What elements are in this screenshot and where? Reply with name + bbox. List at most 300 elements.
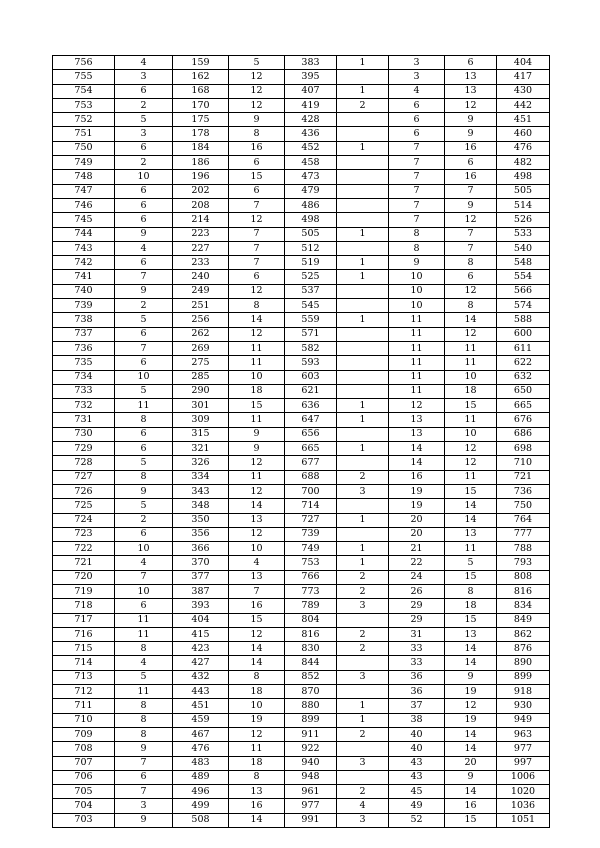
count-a-cell: 9 xyxy=(115,227,173,241)
cumulative-a-cell: 186 xyxy=(173,156,229,170)
count-total-cell: 6 xyxy=(445,270,497,284)
cumulative-a-cell: 427 xyxy=(173,656,229,670)
count-total-cell: 12 xyxy=(445,213,497,227)
cumulative-b-cell: 977 xyxy=(285,799,337,813)
count-c-cell xyxy=(337,770,389,784)
table-row xyxy=(53,113,550,127)
table-row xyxy=(53,156,550,170)
cumulative-total-cell: 498 xyxy=(497,170,550,184)
cumulative-total-cell: 588 xyxy=(497,313,550,327)
count-c-cell: 2 xyxy=(337,98,389,112)
cumulative-c-cell: 7 xyxy=(389,141,445,155)
cumulative-c-cell: 7 xyxy=(389,184,445,198)
score-cell: 724 xyxy=(53,513,115,527)
count-c-cell: 1 xyxy=(337,413,389,427)
count-total-cell: 14 xyxy=(445,499,497,513)
table-row xyxy=(53,313,550,327)
cumulative-total-cell: 442 xyxy=(497,98,550,112)
count-total-cell: 16 xyxy=(445,799,497,813)
cumulative-c-cell: 10 xyxy=(389,299,445,313)
count-c-cell xyxy=(337,685,389,699)
count-b-cell: 12 xyxy=(229,484,285,498)
count-a-cell: 11 xyxy=(115,399,173,413)
cumulative-a-cell: 315 xyxy=(173,427,229,441)
table-row xyxy=(53,470,550,484)
count-c-cell xyxy=(337,170,389,184)
score-cell: 730 xyxy=(53,427,115,441)
table-row xyxy=(53,341,550,355)
count-c-cell xyxy=(337,213,389,227)
cumulative-total-cell: 963 xyxy=(497,727,550,741)
table-row xyxy=(53,742,550,756)
count-total-cell: 6 xyxy=(445,156,497,170)
cumulative-b-cell: 559 xyxy=(285,313,337,327)
table-row xyxy=(53,141,550,155)
cumulative-b-cell: 383 xyxy=(285,56,337,70)
table-row xyxy=(53,527,550,541)
cumulative-b-cell: 458 xyxy=(285,156,337,170)
count-total-cell: 12 xyxy=(445,98,497,112)
cumulative-c-cell: 31 xyxy=(389,627,445,641)
cumulative-total-cell: 1051 xyxy=(497,813,550,827)
cumulative-c-cell: 11 xyxy=(389,356,445,370)
count-b-cell: 19 xyxy=(229,713,285,727)
count-c-cell: 1 xyxy=(337,542,389,556)
count-total-cell: 12 xyxy=(445,456,497,470)
count-b-cell: 6 xyxy=(229,184,285,198)
cumulative-a-cell: 202 xyxy=(173,184,229,198)
count-a-cell: 8 xyxy=(115,713,173,727)
count-total-cell: 7 xyxy=(445,184,497,198)
cumulative-a-cell: 443 xyxy=(173,685,229,699)
cumulative-c-cell: 7 xyxy=(389,170,445,184)
cumulative-b-cell: 603 xyxy=(285,370,337,384)
table-row xyxy=(53,785,550,799)
cumulative-a-cell: 356 xyxy=(173,527,229,541)
cumulative-b-cell: 621 xyxy=(285,384,337,398)
cumulative-total-cell: 554 xyxy=(497,270,550,284)
count-b-cell: 12 xyxy=(229,527,285,541)
score-cell: 741 xyxy=(53,270,115,284)
count-total-cell: 8 xyxy=(445,299,497,313)
score-table-body xyxy=(53,56,550,828)
cumulative-a-cell: 301 xyxy=(173,399,229,413)
table-row xyxy=(53,256,550,270)
score-cell: 712 xyxy=(53,685,115,699)
cumulative-total-cell: 997 xyxy=(497,756,550,770)
count-b-cell: 13 xyxy=(229,513,285,527)
count-a-cell: 3 xyxy=(115,799,173,813)
table-row xyxy=(53,198,550,212)
cumulative-a-cell: 467 xyxy=(173,727,229,741)
cumulative-a-cell: 249 xyxy=(173,284,229,298)
count-total-cell: 18 xyxy=(445,599,497,613)
cumulative-b-cell: 714 xyxy=(285,499,337,513)
table-row xyxy=(53,599,550,613)
cumulative-b-cell: 773 xyxy=(285,584,337,598)
count-b-cell: 12 xyxy=(229,284,285,298)
cumulative-a-cell: 170 xyxy=(173,98,229,112)
score-cell: 746 xyxy=(53,198,115,212)
count-b-cell: 12 xyxy=(229,627,285,641)
count-a-cell: 6 xyxy=(115,256,173,270)
cumulative-total-cell: 665 xyxy=(497,399,550,413)
count-a-cell: 6 xyxy=(115,770,173,784)
cumulative-a-cell: 196 xyxy=(173,170,229,184)
cumulative-total-cell: 949 xyxy=(497,713,550,727)
cumulative-a-cell: 489 xyxy=(173,770,229,784)
count-a-cell: 6 xyxy=(115,599,173,613)
count-a-cell: 6 xyxy=(115,141,173,155)
count-a-cell: 9 xyxy=(115,813,173,827)
count-b-cell: 8 xyxy=(229,127,285,141)
score-cell: 754 xyxy=(53,84,115,98)
cumulative-b-cell: 486 xyxy=(285,198,337,212)
table-row xyxy=(53,456,550,470)
cumulative-total-cell: 540 xyxy=(497,241,550,255)
count-c-cell: 1 xyxy=(337,256,389,270)
cumulative-c-cell: 8 xyxy=(389,227,445,241)
score-cell: 723 xyxy=(53,527,115,541)
count-a-cell: 5 xyxy=(115,113,173,127)
cumulative-c-cell: 16 xyxy=(389,470,445,484)
count-c-cell xyxy=(337,427,389,441)
count-c-cell: 1 xyxy=(337,84,389,98)
count-total-cell: 13 xyxy=(445,627,497,641)
count-a-cell: 4 xyxy=(115,56,173,70)
count-total-cell: 5 xyxy=(445,556,497,570)
count-total-cell: 12 xyxy=(445,442,497,456)
score-cell: 750 xyxy=(53,141,115,155)
score-cell: 728 xyxy=(53,456,115,470)
count-b-cell: 6 xyxy=(229,270,285,284)
cumulative-total-cell: 834 xyxy=(497,599,550,613)
count-a-cell: 2 xyxy=(115,513,173,527)
count-a-cell: 6 xyxy=(115,442,173,456)
cumulative-a-cell: 233 xyxy=(173,256,229,270)
cumulative-c-cell: 21 xyxy=(389,542,445,556)
cumulative-total-cell: 1006 xyxy=(497,770,550,784)
score-cell: 747 xyxy=(53,184,115,198)
cumulative-c-cell: 14 xyxy=(389,442,445,456)
cumulative-a-cell: 256 xyxy=(173,313,229,327)
count-c-cell: 1 xyxy=(337,442,389,456)
count-total-cell: 14 xyxy=(445,513,497,527)
count-total-cell: 14 xyxy=(445,727,497,741)
cumulative-b-cell: 407 xyxy=(285,84,337,98)
count-total-cell: 15 xyxy=(445,613,497,627)
score-cell: 704 xyxy=(53,799,115,813)
count-c-cell xyxy=(337,656,389,670)
cumulative-b-cell: 844 xyxy=(285,656,337,670)
cumulative-b-cell: 525 xyxy=(285,270,337,284)
count-b-cell: 14 xyxy=(229,656,285,670)
count-a-cell: 6 xyxy=(115,327,173,341)
cumulative-total-cell: 736 xyxy=(497,484,550,498)
count-a-cell: 7 xyxy=(115,785,173,799)
cumulative-total-cell: 1036 xyxy=(497,799,550,813)
count-b-cell: 18 xyxy=(229,384,285,398)
cumulative-c-cell: 19 xyxy=(389,484,445,498)
count-b-cell: 7 xyxy=(229,584,285,598)
count-a-cell: 7 xyxy=(115,756,173,770)
cumulative-a-cell: 334 xyxy=(173,470,229,484)
cumulative-b-cell: 688 xyxy=(285,470,337,484)
cumulative-b-cell: 656 xyxy=(285,427,337,441)
score-cell: 716 xyxy=(53,627,115,641)
cumulative-b-cell: 991 xyxy=(285,813,337,827)
cumulative-a-cell: 508 xyxy=(173,813,229,827)
count-a-cell: 8 xyxy=(115,413,173,427)
cumulative-c-cell: 4 xyxy=(389,84,445,98)
cumulative-c-cell: 6 xyxy=(389,98,445,112)
count-c-cell xyxy=(337,356,389,370)
count-a-cell: 8 xyxy=(115,727,173,741)
count-b-cell: 7 xyxy=(229,241,285,255)
count-c-cell xyxy=(337,299,389,313)
count-a-cell: 11 xyxy=(115,613,173,627)
count-b-cell: 14 xyxy=(229,813,285,827)
cumulative-a-cell: 387 xyxy=(173,584,229,598)
count-a-cell: 10 xyxy=(115,542,173,556)
count-total-cell: 7 xyxy=(445,227,497,241)
count-c-cell: 1 xyxy=(337,270,389,284)
cumulative-c-cell: 10 xyxy=(389,284,445,298)
score-cell: 731 xyxy=(53,413,115,427)
cumulative-c-cell: 3 xyxy=(389,56,445,70)
count-b-cell: 9 xyxy=(229,113,285,127)
cumulative-total-cell: 862 xyxy=(497,627,550,641)
cumulative-c-cell: 11 xyxy=(389,384,445,398)
count-total-cell: 12 xyxy=(445,327,497,341)
cumulative-c-cell: 10 xyxy=(389,270,445,284)
count-c-cell xyxy=(337,527,389,541)
count-total-cell: 12 xyxy=(445,284,497,298)
count-b-cell: 12 xyxy=(229,84,285,98)
count-b-cell: 16 xyxy=(229,141,285,155)
table-row xyxy=(53,284,550,298)
count-total-cell: 16 xyxy=(445,170,497,184)
score-cell: 740 xyxy=(53,284,115,298)
cumulative-total-cell: 404 xyxy=(497,56,550,70)
score-cell: 752 xyxy=(53,113,115,127)
count-c-cell: 2 xyxy=(337,584,389,598)
cumulative-total-cell: 460 xyxy=(497,127,550,141)
cumulative-c-cell: 6 xyxy=(389,113,445,127)
score-cell: 720 xyxy=(53,570,115,584)
table-row xyxy=(53,370,550,384)
table-row xyxy=(53,356,550,370)
count-a-cell: 5 xyxy=(115,670,173,684)
cumulative-b-cell: 940 xyxy=(285,756,337,770)
cumulative-a-cell: 175 xyxy=(173,113,229,127)
count-b-cell: 13 xyxy=(229,785,285,799)
count-total-cell: 10 xyxy=(445,370,497,384)
cumulative-total-cell: 750 xyxy=(497,499,550,513)
score-cell: 739 xyxy=(53,299,115,313)
count-total-cell: 11 xyxy=(445,341,497,355)
count-b-cell: 7 xyxy=(229,256,285,270)
count-c-cell: 2 xyxy=(337,642,389,656)
count-c-cell: 1 xyxy=(337,313,389,327)
table-row xyxy=(53,241,550,255)
cumulative-a-cell: 393 xyxy=(173,599,229,613)
cumulative-total-cell: 930 xyxy=(497,699,550,713)
cumulative-b-cell: 804 xyxy=(285,613,337,627)
table-row xyxy=(53,327,550,341)
cumulative-a-cell: 184 xyxy=(173,141,229,155)
cumulative-total-cell: 566 xyxy=(497,284,550,298)
count-b-cell: 11 xyxy=(229,742,285,756)
table-row xyxy=(53,642,550,656)
table-row xyxy=(53,84,550,98)
cumulative-a-cell: 404 xyxy=(173,613,229,627)
count-a-cell: 6 xyxy=(115,184,173,198)
score-cell: 706 xyxy=(53,770,115,784)
count-a-cell: 4 xyxy=(115,656,173,670)
count-b-cell: 10 xyxy=(229,699,285,713)
count-c-cell: 1 xyxy=(337,713,389,727)
count-a-cell: 5 xyxy=(115,456,173,470)
cumulative-a-cell: 476 xyxy=(173,742,229,756)
table-row xyxy=(53,813,550,827)
cumulative-c-cell: 11 xyxy=(389,341,445,355)
table-row xyxy=(53,542,550,556)
count-c-cell: 3 xyxy=(337,670,389,684)
cumulative-a-cell: 432 xyxy=(173,670,229,684)
cumulative-a-cell: 366 xyxy=(173,542,229,556)
score-cell: 745 xyxy=(53,213,115,227)
table-row xyxy=(53,170,550,184)
cumulative-b-cell: 948 xyxy=(285,770,337,784)
cumulative-a-cell: 496 xyxy=(173,785,229,799)
table-row xyxy=(53,670,550,684)
cumulative-b-cell: 479 xyxy=(285,184,337,198)
count-total-cell: 11 xyxy=(445,356,497,370)
cumulative-b-cell: 473 xyxy=(285,170,337,184)
table-row xyxy=(53,570,550,584)
cumulative-b-cell: 537 xyxy=(285,284,337,298)
cumulative-total-cell: 686 xyxy=(497,427,550,441)
count-b-cell: 8 xyxy=(229,670,285,684)
cumulative-b-cell: 922 xyxy=(285,742,337,756)
count-c-cell xyxy=(337,284,389,298)
count-b-cell: 13 xyxy=(229,570,285,584)
count-c-cell xyxy=(337,156,389,170)
cumulative-a-cell: 343 xyxy=(173,484,229,498)
count-total-cell: 9 xyxy=(445,770,497,784)
cumulative-c-cell: 7 xyxy=(389,213,445,227)
count-c-cell xyxy=(337,198,389,212)
count-a-cell: 4 xyxy=(115,241,173,255)
cumulative-total-cell: 816 xyxy=(497,584,550,598)
count-b-cell: 14 xyxy=(229,499,285,513)
score-cell: 718 xyxy=(53,599,115,613)
cumulative-c-cell: 11 xyxy=(389,327,445,341)
score-cell: 749 xyxy=(53,156,115,170)
count-a-cell: 11 xyxy=(115,685,173,699)
score-cell: 711 xyxy=(53,699,115,713)
cumulative-c-cell: 8 xyxy=(389,241,445,255)
cumulative-c-cell: 29 xyxy=(389,613,445,627)
count-b-cell: 12 xyxy=(229,456,285,470)
count-b-cell: 5 xyxy=(229,56,285,70)
cumulative-a-cell: 240 xyxy=(173,270,229,284)
score-cell: 748 xyxy=(53,170,115,184)
cumulative-c-cell: 24 xyxy=(389,570,445,584)
count-c-cell xyxy=(337,499,389,513)
cumulative-b-cell: 582 xyxy=(285,341,337,355)
cumulative-b-cell: 647 xyxy=(285,413,337,427)
count-total-cell: 15 xyxy=(445,399,497,413)
count-total-cell: 13 xyxy=(445,70,497,84)
count-total-cell: 9 xyxy=(445,670,497,684)
score-cell: 713 xyxy=(53,670,115,684)
count-b-cell: 8 xyxy=(229,299,285,313)
count-c-cell xyxy=(337,70,389,84)
count-c-cell xyxy=(337,327,389,341)
table-row xyxy=(53,213,550,227)
count-c-cell: 1 xyxy=(337,399,389,413)
count-c-cell xyxy=(337,113,389,127)
count-b-cell: 7 xyxy=(229,198,285,212)
table-row xyxy=(53,56,550,70)
score-cell: 707 xyxy=(53,756,115,770)
table-row xyxy=(53,413,550,427)
count-total-cell: 15 xyxy=(445,813,497,827)
cumulative-total-cell: 918 xyxy=(497,685,550,699)
count-total-cell: 14 xyxy=(445,642,497,656)
cumulative-a-cell: 321 xyxy=(173,442,229,456)
score-cell: 736 xyxy=(53,341,115,355)
cumulative-c-cell: 40 xyxy=(389,727,445,741)
score-cell: 705 xyxy=(53,785,115,799)
cumulative-b-cell: 700 xyxy=(285,484,337,498)
cumulative-b-cell: 665 xyxy=(285,442,337,456)
cumulative-b-cell: 636 xyxy=(285,399,337,413)
cumulative-b-cell: 899 xyxy=(285,713,337,727)
cumulative-total-cell: 676 xyxy=(497,413,550,427)
score-cell: 710 xyxy=(53,713,115,727)
table-row xyxy=(53,299,550,313)
score-cell: 742 xyxy=(53,256,115,270)
table-row xyxy=(53,499,550,513)
cumulative-total-cell: 777 xyxy=(497,527,550,541)
cumulative-total-cell: 764 xyxy=(497,513,550,527)
cumulative-total-cell: 505 xyxy=(497,184,550,198)
count-b-cell: 12 xyxy=(229,327,285,341)
cumulative-b-cell: 753 xyxy=(285,556,337,570)
cumulative-a-cell: 162 xyxy=(173,70,229,84)
count-c-cell: 3 xyxy=(337,813,389,827)
count-a-cell: 6 xyxy=(115,84,173,98)
count-b-cell: 15 xyxy=(229,613,285,627)
count-a-cell: 10 xyxy=(115,584,173,598)
cumulative-a-cell: 269 xyxy=(173,341,229,355)
cumulative-a-cell: 309 xyxy=(173,413,229,427)
cumulative-c-cell: 20 xyxy=(389,513,445,527)
cumulative-total-cell: 698 xyxy=(497,442,550,456)
cumulative-b-cell: 545 xyxy=(285,299,337,313)
cumulative-a-cell: 168 xyxy=(173,84,229,98)
score-table xyxy=(52,55,550,828)
count-total-cell: 19 xyxy=(445,713,497,727)
cumulative-a-cell: 223 xyxy=(173,227,229,241)
cumulative-c-cell: 12 xyxy=(389,399,445,413)
cumulative-a-cell: 262 xyxy=(173,327,229,341)
cumulative-c-cell: 33 xyxy=(389,642,445,656)
cumulative-a-cell: 348 xyxy=(173,499,229,513)
